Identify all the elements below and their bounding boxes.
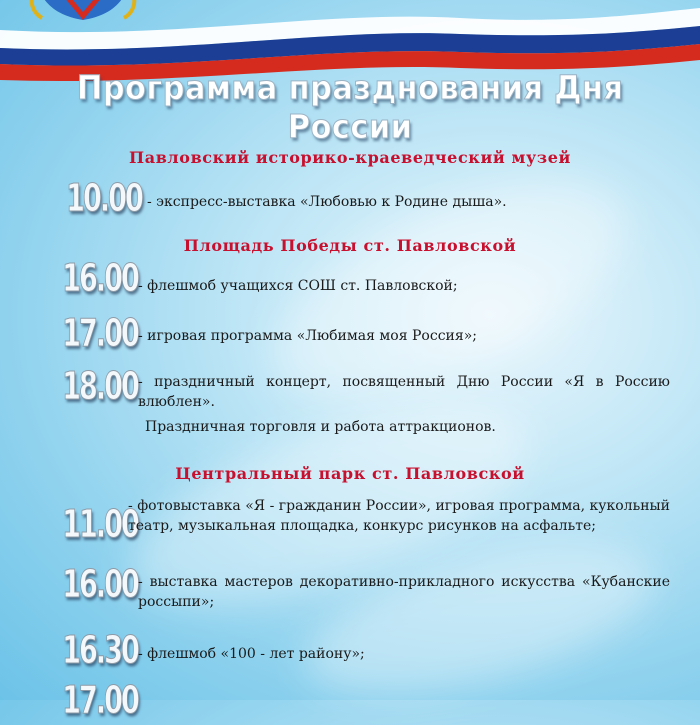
event-time: 11.00 [62,502,138,546]
event-time: 16.00 [62,256,138,300]
event-description: - флешмоб «100 - лет району»; [138,646,365,662]
event-note: Праздничная торговля и работа аттракционов. [145,419,496,435]
event-description: - выставка мастеров декоративно-прикладного искусства «Кубанские россыпи»; [138,574,670,610]
page-title: Программа празднования Дня России [76,68,624,146]
venue-heading: Площадь Победы ст. Павловской [183,236,517,255]
event-time: 16.00 [62,562,138,606]
event-description: - праздничный концерт, посвященный Дню России «Я в Россию влюблен». [138,374,670,410]
emblem-logo [28,0,138,26]
event-time: 17.00 [62,678,138,722]
event-description: - экспресс-выставка «Любовью к Родине дыша». [147,194,507,210]
venue-heading: Центральный парк ст. Павловской [175,464,525,483]
venue-heading: Павловский историко-краеведческий музей [129,148,571,167]
event-description: - игровая программа «Любимая моя Россия»; [138,328,477,344]
event-time: 16.30 [62,628,138,672]
event-time: 18.00 [62,364,138,408]
event-description: - флешмоб учащихся СОШ ст. Павловской; [138,278,458,294]
event-description: - фотовыставка «Я - гражданин России», игровая программа, кукольный театр, музыкальная площадка, конкурс рисунков на асфальте; [128,498,670,534]
event-time: 17.00 [62,311,138,355]
event-time: 10.00 [66,176,142,220]
